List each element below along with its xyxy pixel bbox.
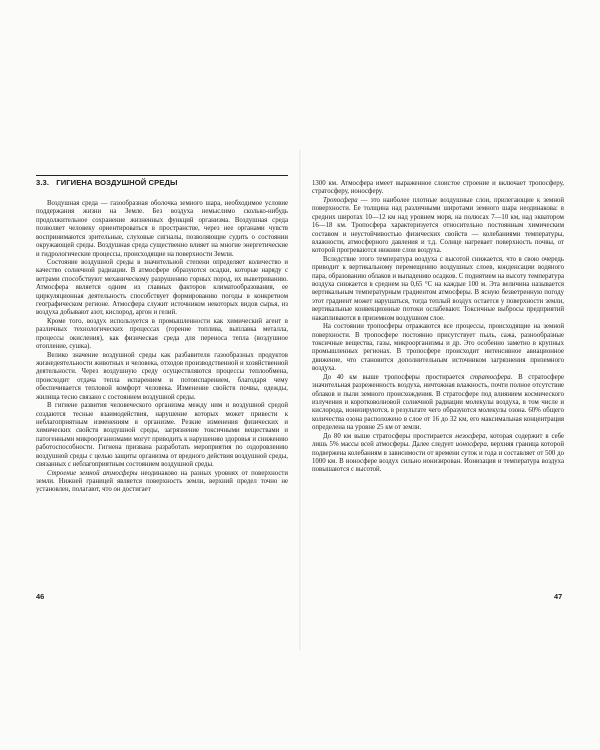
structure-term: Строение земной атмосферы — [47, 469, 138, 477]
right-page-text — [312, 180, 564, 475]
right-paragraph-3: Вследствие этого температура воздуха с высотой снижается, что в свою очередь приводит к вертикальному перемещению воздушных слоев, конденсации водяного пара, образованию облаков и выпадению осадков. С поднятием на высоту температура воздуха снижается в среднем на 0,65 °С на каждые 100 м. Эта величина называется вертикальным температурным градиентом атмосферы. В ясную безветренную погоду этот градиент может нарушаться, тогда теплый воздух остается у поверхности земли, вертикальные конвекционные потоки ослабевают. Токсичные выбросы предприятий накапливаются в приземном воздушном слое. — [312, 255, 564, 322]
stratosphere-term: стратосфера — [470, 373, 511, 381]
left-paragraph-4: Велико значение воздушной среды как разбавителя газообразных продуктов жизнедеятельности животных и человека, отходов производственной и хозяйственной деятельности. Через воздушную среду осуществляются процессы теплообмена, происходит отдача тепла испарением и потоиспарением, благодаря чему обеспечивается тепловой комфорт человека. Изменение свойств почвы, одежды, жилища тесно связано с состоянием воздушной среды. — [36, 351, 288, 401]
right-paragraph-4: На состоянии тропосферы отражаются все процессы, происходящие на земной поверхности. В тропосфере постоянно присутствует пыль, сажа, разнообразные токсичные вещества, газы, микроорганизмы и др. Это особенно заметно в крупных промышленных регионах. В тропосфере происходит интенсивное авиационное движение, что становится дополнительным источником загрязнения приземного воздуха. — [312, 323, 564, 373]
ionosphere-text: , верхняя граница которой подвержена колебаниям в зависимости от времени суток и года и составляет от 500 до 1000 км. В ионосфере воздух сильно ионизирован. Ионизация и температура воздуха повышаются с высотой. — [312, 441, 564, 474]
mesosphere-term: мезосфера — [454, 432, 486, 440]
stratosphere-text: . В стратосфере значительная разреженность воздуха, ничтожная влажность, почти полное отсутствие облаков и пыли земного происхождения. В стратосфере под влиянием космического излучения и коротковолновой солнечной радиации молекулы воздуха, в том числе и кислорода, ионизируются, в результате чего образуются молекулы озона. 60% общего количества озона расположено в слое от 16 до 32 км, его максимальная концентрация определена на уровне 25 км от земли. — [312, 373, 565, 432]
left-paragraph-3: Кроме того, воздух используется в промышленности как химический агент в различных технологических процессах (горение топлива, выплавка металла, процессы окисления), как физическая среда для переноса тепла (воздушное отопление, сушка). — [36, 317, 288, 351]
stratosphere-lead: До 40 км выше тропосферы простирается — [323, 373, 471, 381]
ionosphere-term: ионосфера — [455, 441, 487, 449]
left-paragraph-5: В гигиене развития человеческого организма между ним и воздушной средой создаются тесные взаимодействия, нарушение которых может привести к неблагоприятным изменениям в организме. Резкие изменения физических и химических свойств воздушной среды, загрязнение токсичными веществами и патогенными микроорганизмами могут приводить к нарушению здоровья и снижению работоспособности. Гигиена призвана разработать мероприятия по оздоровлению воздушной среды с целью защиты организма от вредного действия воздушной среды, связанных с неблагоприятным состоянием воздушной среды. — [36, 402, 288, 469]
left-paragraph-6 — [36, 470, 288, 495]
troposphere-term: Тропосфера — [323, 196, 358, 204]
right-paragraph-1: 1300 км. Атмосфера имеет выраженное слоистое строение и включает тропосферу, стратосферу, ионосферу. — [312, 180, 564, 196]
section-heading — [36, 175, 288, 187]
book-gutter — [299, 150, 301, 650]
left-page-text — [36, 200, 288, 495]
troposphere-text: — это наиболее плотные воздушные слои, прилегающие к земной поверхности. Ее толщина над различными широтами земного шара неодинакова: в средних широтах 10—12 км над уровнем моря, на полюсах 7—10 км, над экватором 16—18 км. Тропосфера характеризуется относительно постоянным химическим составом и неустойчивостью физических свойств — колебаниями температуры, влажности, атмосферного давления и т.д. Солнце нагревает поверхность почвы, от которой прогреваются нижние слои воздуха. — [312, 196, 564, 255]
right-paragraph-5 — [312, 374, 564, 433]
mesosphere-lead: До 80 км выше стратосферы простирается — [323, 432, 455, 440]
page-number-left: 46 — [36, 592, 45, 601]
left-paragraph-2: Состояние воздушной среды в значительной степени определяет количество и качество солнечной радиации. В атмосфере образуются осадки, которые наряду с ветрами способствуют механическому разрушению горных пород, их выветриванию. Атмосфера является одним из главных факторов климатообразования, ее циркуляционная деятельность способствует формированию погоды в конкретном географическом регионе. Атмосфера служит источником некоторых видов сырья, из воздуха добывают азот, кислород, аргон и гелий. — [36, 258, 288, 317]
right-paragraph-2 — [312, 197, 564, 256]
left-paragraph-1: Воздушная среда — газообразная оболочка земного шара, необходимое условие поддержания жизни на Земле. Без воздуха немыслимо сколько-нибудь продолжительное сохранение жизненных функций организма. Воздушная среда позволяет человеку ориентироваться в пространстве, через нее органами чувств воспринимаются зрительные, слуховые сигналы, позволяющие судить о состоянии окружающей среды. Воздушная среда существенно влияет на многие энергетические и гидрологические процессы, происходящие на поверхности Земли. — [36, 200, 288, 258]
right-paragraph-6 — [312, 433, 564, 475]
section-title: ГИГИЕНА ВОЗДУШНОЙ СРЕДЫ — [56, 178, 178, 187]
structure-text: неодинаково на разных уровнях от поверхности земли. Нижней границей является поверхность земли, верхний предел точно не установлен, полагают, что он достигает — [36, 469, 288, 494]
section-number: 3.3. — [36, 178, 50, 187]
mesosphere-text: , которая содержит в себе лишь 5% массы всей атмосферы. Далее следует — [312, 432, 564, 449]
page-number-right: 47 — [554, 592, 563, 601]
